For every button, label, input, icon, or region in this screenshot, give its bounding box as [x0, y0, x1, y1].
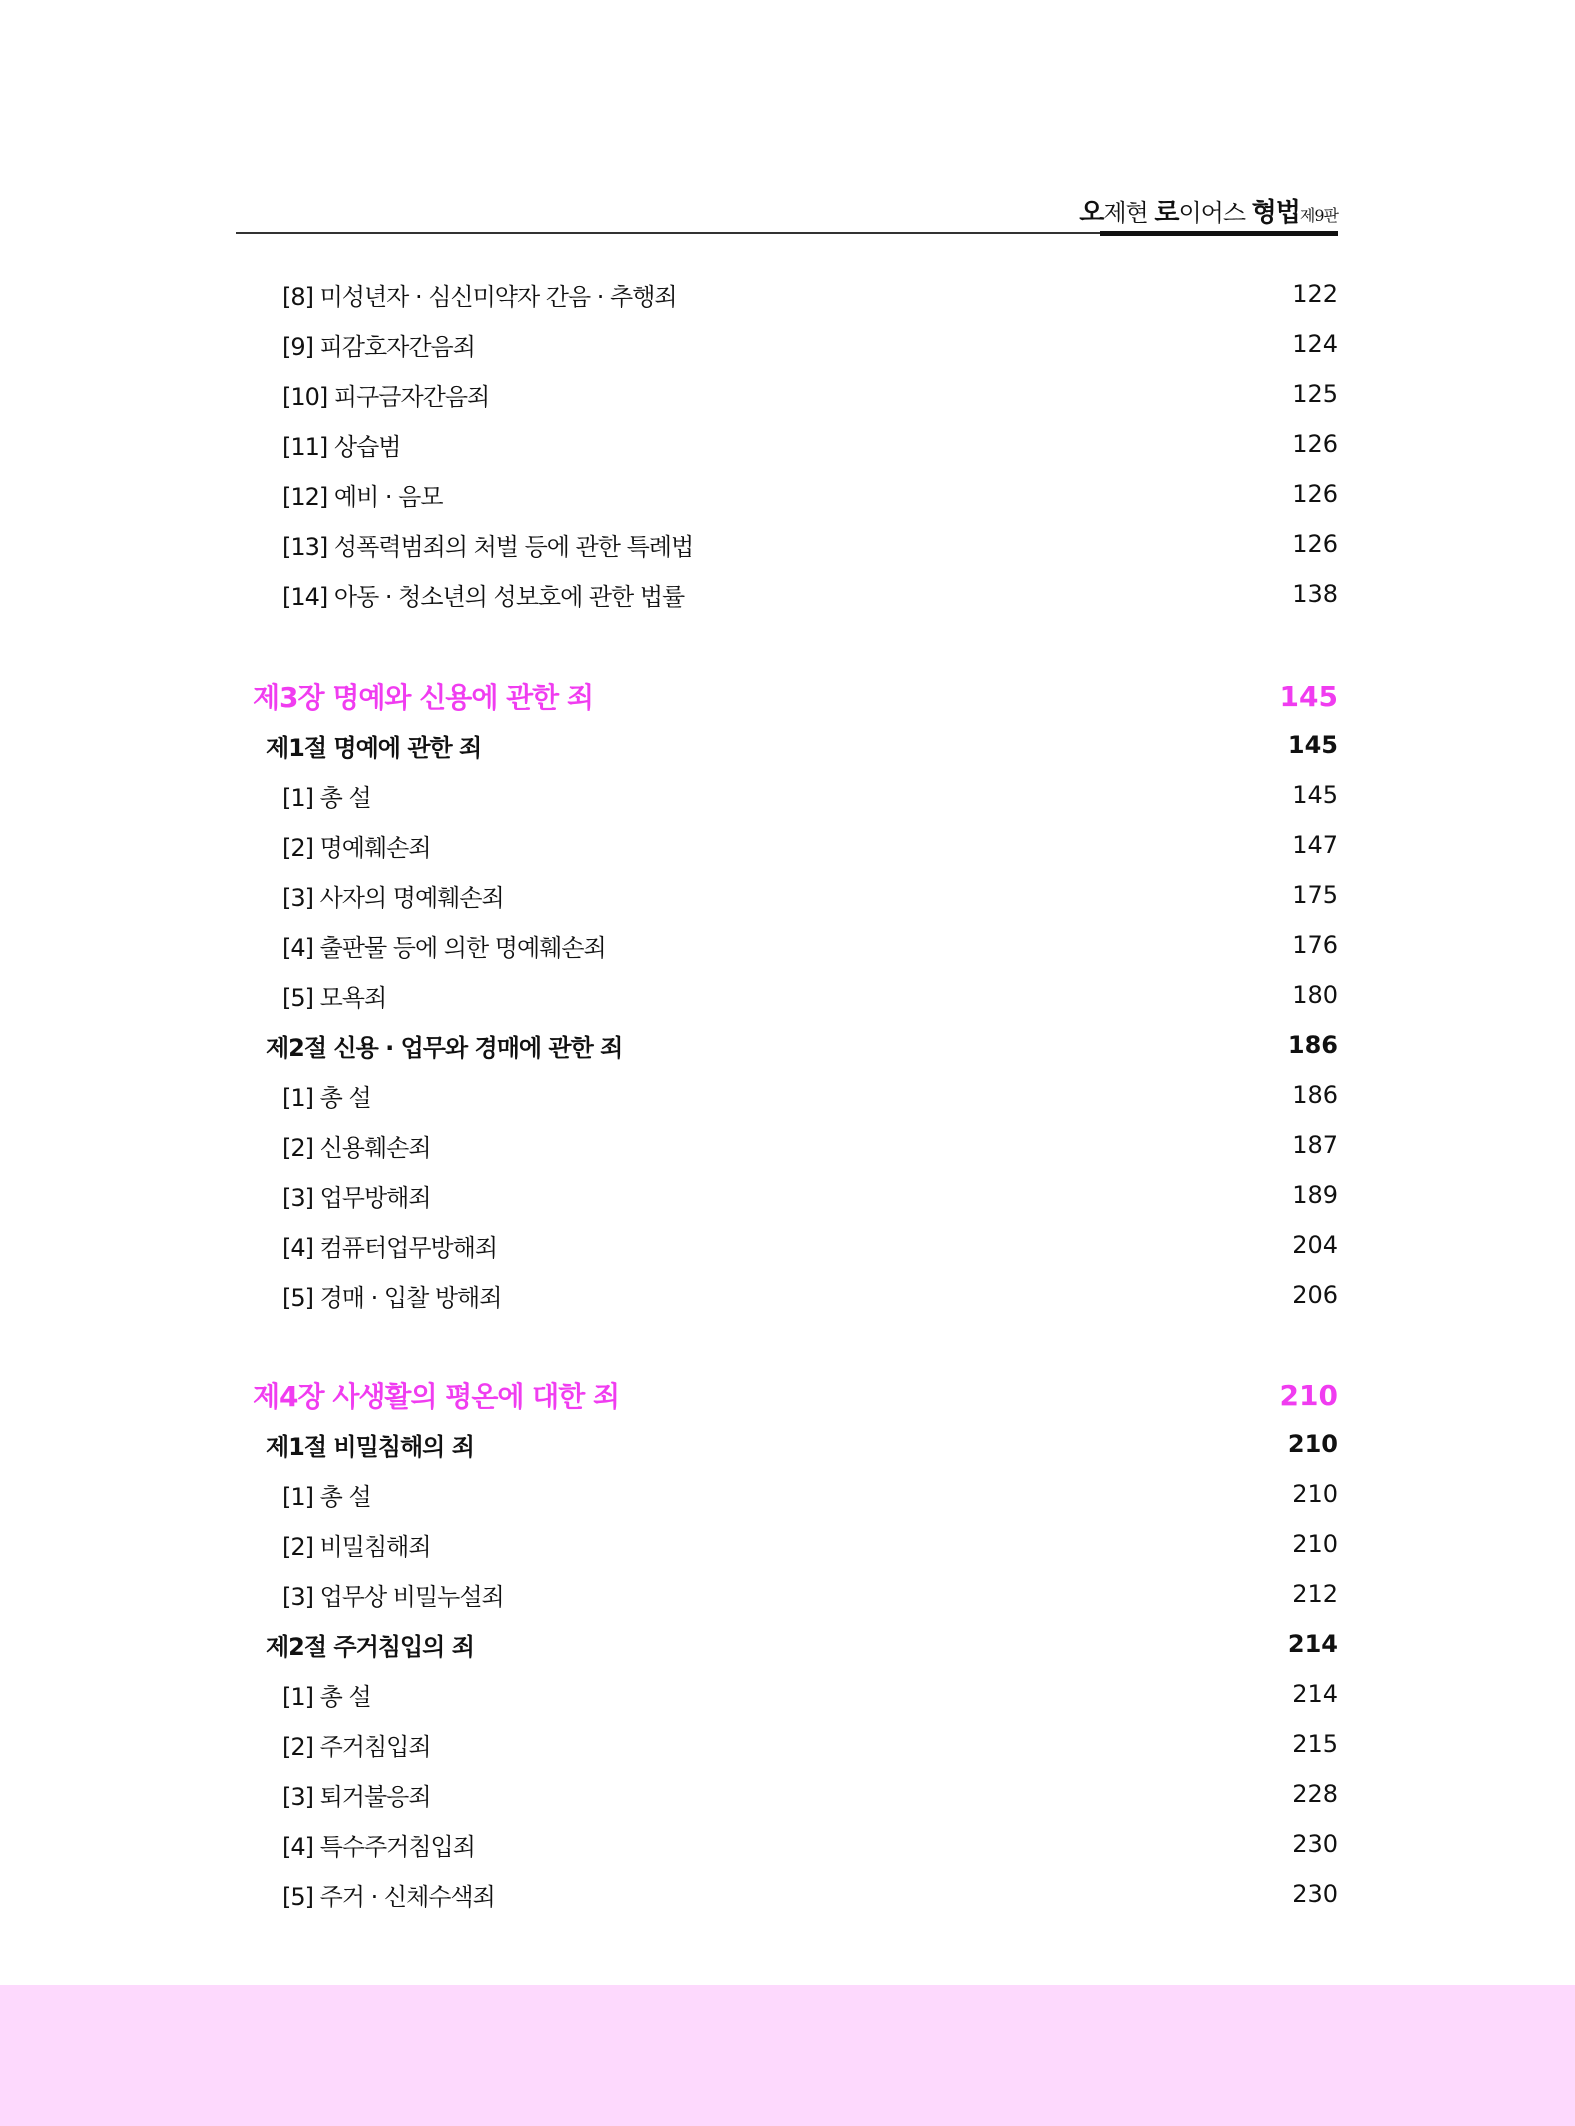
toc-page-number: 214 — [1287, 1630, 1338, 1658]
toc-entry-title: 제2절 신용 · 업무와 경매에 관한 죄 — [266, 1033, 623, 1062]
toc-entry-title: [2] 비밀침해죄 — [282, 1532, 431, 1561]
toc-entry-title: [5] 모욕죄 — [282, 983, 387, 1012]
toc-item — [282, 324, 1338, 364]
book-title-jehyeon: 제현 — [1103, 199, 1148, 227]
toc-page-number: 125 — [1292, 380, 1338, 408]
toc-item — [282, 1125, 1338, 1165]
book-title-hyeongbeop: 형법 — [1251, 198, 1300, 228]
book-edition: 제9판 — [1299, 206, 1338, 225]
toc-section — [266, 1624, 1338, 1664]
toc-item — [282, 975, 1338, 1015]
toc-entry-title: [10] 피구금자간음죄 — [282, 382, 490, 411]
toc-item — [282, 374, 1338, 414]
toc-item — [282, 574, 1338, 614]
toc-item — [282, 1225, 1338, 1265]
toc-section — [266, 1424, 1338, 1464]
toc-page-number: 126 — [1292, 480, 1338, 508]
toc-entry-title: [9] 피감호자간음죄 — [282, 332, 475, 361]
toc-page-number: 126 — [1292, 530, 1338, 558]
toc-entry-title: [1] 총 설 — [282, 783, 371, 812]
toc-item — [282, 1574, 1338, 1614]
header-rule-accent — [1100, 231, 1338, 236]
toc-entry-title: [1] 총 설 — [282, 1682, 371, 1711]
toc-entry-title: [4] 컴퓨터업무방해죄 — [282, 1233, 498, 1262]
toc-item — [282, 1874, 1338, 1914]
footer-band — [0, 1985, 1575, 2126]
toc-item — [282, 1774, 1338, 1814]
toc-item — [282, 524, 1338, 564]
toc-page-number: 210 — [1292, 1480, 1338, 1508]
toc-page-number: 215 — [1292, 1730, 1338, 1758]
toc-entry-title: [2] 명예훼손죄 — [282, 833, 431, 862]
running-header — [236, 190, 1338, 234]
toc-entry-title: [5] 주거 · 신체수색죄 — [282, 1882, 495, 1911]
toc-section — [266, 1025, 1338, 1065]
toc-entry-title: [8] 미성년자 · 심신미약자 간음 · 추행죄 — [282, 282, 677, 311]
toc-entry-title: [3] 사자의 명예훼손죄 — [282, 883, 504, 912]
toc-entry-title: [4] 특수주거침입죄 — [282, 1832, 475, 1861]
toc-page-number: 145 — [1292, 781, 1338, 809]
toc-page-number: 212 — [1292, 1580, 1338, 1608]
book-title-ieoseu: 이어스 — [1178, 199, 1246, 227]
toc-page-number: 186 — [1287, 1031, 1338, 1059]
toc-page-number: 214 — [1292, 1680, 1338, 1708]
toc-entry-title: [3] 퇴거불응죄 — [282, 1782, 431, 1811]
toc-page-number: 186 — [1292, 1081, 1338, 1109]
toc-page-number: 189 — [1292, 1181, 1338, 1209]
toc-page-number: 147 — [1292, 831, 1338, 859]
toc-item — [282, 1275, 1338, 1315]
toc-page-number: 230 — [1292, 1880, 1338, 1908]
toc-page-number: 210 — [1279, 1378, 1338, 1412]
toc-item — [282, 1724, 1338, 1764]
toc-item — [282, 1524, 1338, 1564]
toc-item — [282, 925, 1338, 965]
toc-entry-title: [2] 신용훼손죄 — [282, 1133, 431, 1162]
toc-chapter — [253, 1375, 1338, 1415]
toc-page-number: 126 — [1292, 430, 1338, 458]
toc-page-number: 122 — [1292, 280, 1338, 308]
toc-page-number: 145 — [1279, 679, 1338, 713]
toc-entry-title: 제2절 주거침입의 죄 — [266, 1632, 474, 1661]
toc-entry-title: 제1절 비밀침해의 죄 — [266, 1432, 474, 1461]
toc-page-number: 175 — [1292, 881, 1338, 909]
toc-item — [282, 1474, 1338, 1514]
book-title-o: 오 — [1079, 198, 1104, 228]
toc-item — [282, 474, 1338, 514]
toc-item — [282, 274, 1338, 314]
toc-item — [282, 1674, 1338, 1714]
toc-page-number: 124 — [1292, 330, 1338, 358]
toc-page-number: 230 — [1292, 1830, 1338, 1858]
toc-page-number: 228 — [1292, 1780, 1338, 1808]
book-title-ro: 로 — [1154, 198, 1179, 228]
toc-page-number: 138 — [1292, 580, 1338, 608]
toc-item — [282, 1075, 1338, 1115]
toc-page-number: 204 — [1292, 1231, 1338, 1259]
toc-entry-title: [12] 예비 · 음모 — [282, 482, 443, 511]
toc-entry-title: 제3장 명예와 신용에 관한 죄 — [253, 681, 594, 714]
toc-entry-title: [13] 성폭력범죄의 처벌 등에 관한 특례법 — [282, 532, 694, 561]
toc-section — [266, 725, 1338, 765]
toc-page-number: 210 — [1287, 1430, 1338, 1458]
toc-entry-title: [14] 아동 · 청소년의 성보호에 관한 법률 — [282, 582, 685, 611]
toc-item — [282, 875, 1338, 915]
toc-entry-title: [4] 출판물 등에 의한 명예훼손죄 — [282, 933, 606, 962]
book-title — [1079, 192, 1338, 229]
toc-page-number: 180 — [1292, 981, 1338, 1009]
toc-item — [282, 775, 1338, 815]
toc-entry-title: 제4장 사생활의 평온에 대한 죄 — [253, 1380, 620, 1413]
toc-entry-title: [1] 총 설 — [282, 1482, 371, 1511]
toc-page-number: 145 — [1287, 731, 1338, 759]
toc-item — [282, 1824, 1338, 1864]
toc-entry-title: [3] 업무방해죄 — [282, 1183, 431, 1212]
toc-page-number: 206 — [1292, 1281, 1338, 1309]
toc-entry-title: 제1절 명예에 관한 죄 — [266, 733, 482, 762]
toc-entry-title: [5] 경매 · 입찰 방해죄 — [282, 1283, 502, 1312]
toc-item — [282, 1175, 1338, 1215]
toc-page-number: 210 — [1292, 1530, 1338, 1558]
toc-entry-title: [3] 업무상 비밀누설죄 — [282, 1582, 504, 1611]
toc-item — [282, 825, 1338, 865]
toc-page-number: 187 — [1292, 1131, 1338, 1159]
toc-chapter — [253, 676, 1338, 716]
toc-entry-title: [1] 총 설 — [282, 1083, 371, 1112]
toc-entry-title: [11] 상습범 — [282, 432, 401, 461]
toc-item — [282, 424, 1338, 464]
toc-entry-title: [2] 주거침입죄 — [282, 1732, 431, 1761]
toc-page-number: 176 — [1292, 931, 1338, 959]
